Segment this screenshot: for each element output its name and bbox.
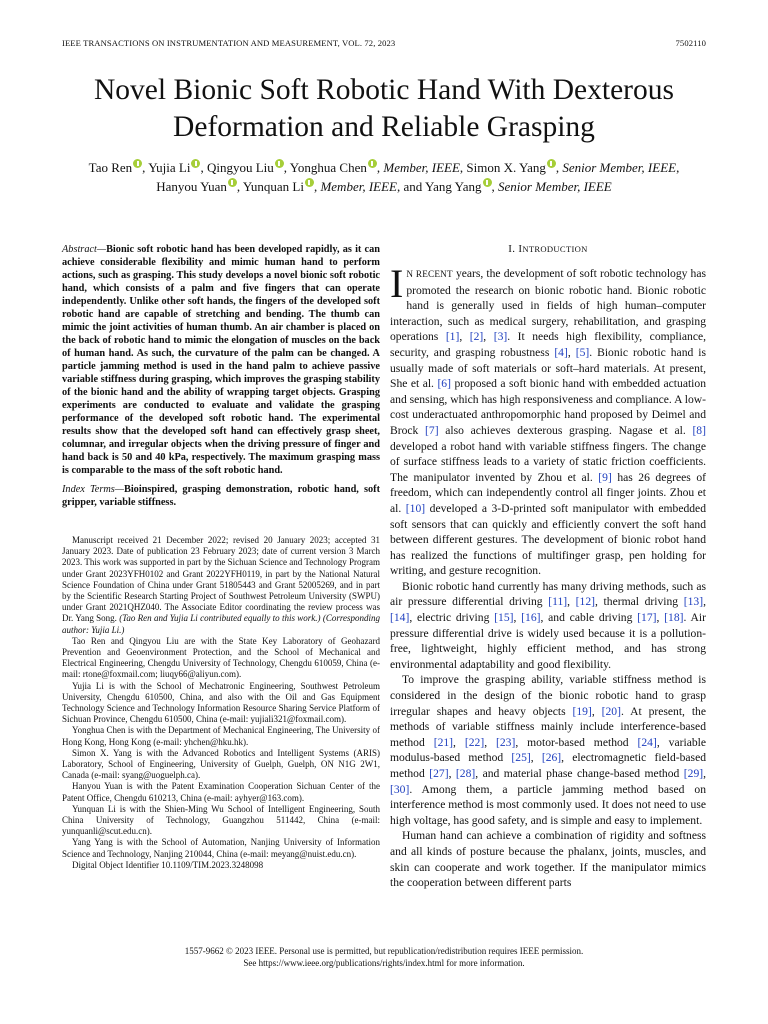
first-page-footnote: [62, 535, 380, 871]
orcid-icon[interactable]: [305, 178, 314, 187]
citation-link[interactable]: [8]: [692, 423, 706, 437]
orcid-icon[interactable]: [483, 178, 492, 187]
citation-link[interactable]: [30]: [390, 782, 410, 796]
left-column: [62, 243, 380, 871]
citation-link[interactable]: [23]: [496, 735, 516, 749]
index-terms-label: Index Terms: [62, 484, 115, 495]
author-role: Senior Member, IEEE: [562, 160, 677, 175]
author-name: Yang Yang: [425, 179, 482, 194]
index-terms: Index Terms—Bioinspired, grasping demonstration, robotic hand, soft gripper, variable stiffness.: [62, 484, 380, 508]
citation-link[interactable]: [5]: [575, 345, 590, 359]
citation-link[interactable]: [20]: [601, 704, 621, 718]
copyright-notice: [60, 946, 708, 969]
introduction-body: [390, 261, 707, 891]
citation-link[interactable]: [6]: [437, 377, 451, 391]
footnote-affiliation: Simon X. Yang is with the Advanced Robotics and Intelligent Systems (ARIS) Laboratory, School of Engineering, University of Guelph, Guelph, ON N1G 2W1, Canada (e-mail: syang@uoguelph.ca).: [62, 747, 380, 781]
citation-link[interactable]: [29]: [683, 767, 704, 780]
citation-link[interactable]: [2]: [469, 330, 484, 344]
orcid-icon[interactable]: [228, 178, 237, 187]
citation-link[interactable]: [7]: [425, 423, 439, 437]
citation-link[interactable]: [13]: [683, 595, 704, 609]
citation-link[interactable]: [26]: [541, 751, 562, 765]
footnote-affiliation: Yujia Li is with the School of Mechatronic Engineering, Southwest Petroleum University, Chengdu 610500, China, and also with the Oil and Gas Equipment Technology Science and Technology Information Resource Sharing Service Platform of Sichuan Province, Chengdu 610500, China (e-mail: yujiali321@foxmail.com).: [62, 680, 380, 725]
citation-link[interactable]: [9]: [598, 470, 612, 484]
section-heading-introduction: I. INTRODUCTION: [508, 243, 588, 255]
footnote-manuscript: Manuscript received 21 December 2022; revised 20 January 2023; accepted 31 January 2023. Date of publication 23 February 2023; date of current version 3 March 2023. This work was supported in part by the Sichuan Science and Technology Program under Grant 2023YFH0102 and Grant 2022YFH0119, in part by the National Natural Science Foundation of China under Grant 51805443 and Grant 52005269, and in part by the Scientific Research Starting Project of Southwest Petroleum University (SWPU) under Grant 2021QHZ040. The Associate Editor coordinating the review process was Dr. Yang Song. (Tao Ren and Yujia Li contributed equally to this work.) (Corresponding author: Yujia Li.): [62, 535, 381, 635]
intro-paragraph: Human hand can achieve a combination of rigidity and softness and all kinds of posture because the phalanx, joints, muscles, and skin can cooperate and work together. If the manipulator mimics the cooperation between different parts: [390, 829, 706, 890]
citation-link[interactable]: [25]: [511, 751, 531, 765]
author-name: Hanyou Yuan: [156, 179, 227, 194]
drop-cap: I: [390, 261, 404, 306]
citation-link[interactable]: [21]: [433, 735, 454, 749]
citation-link[interactable]: [19]: [572, 704, 592, 718]
author-name: Yujia Li: [148, 160, 191, 175]
author-name: Yonghua Chen: [289, 160, 367, 175]
orcid-icon[interactable]: [368, 159, 377, 168]
footnote-affiliation: Tao Ren and Qingyou Liu are with the State Key Laboratory of Geohazard Prevention and Geoenvironment Protection, and the School of Mechanical and Electrical Engineering, Chengdu University of Technology, Chengdu 610059, China (e-mail: rtone@foxmail.com; liuqy66@aliyun.com).: [62, 635, 380, 680]
author-name: Yunquan Li: [242, 179, 304, 194]
citation-link[interactable]: [17]: [637, 611, 657, 625]
abstract-label: Abstract: [62, 244, 97, 255]
author-role: Member, IEEE: [383, 160, 460, 175]
title-line-2: Deformation and Reliable Grasping: [173, 111, 595, 143]
right-column: [390, 243, 706, 891]
author-role: Senior Member, IEEE: [498, 179, 612, 194]
author-line-1: Tao Ren , Yujia Li , Qingyou Liu , Yonghua Chen , Member, IEEE, Simon X. Yang , Senior Member, IEEE,: [88, 160, 680, 175]
citation-link[interactable]: [24]: [637, 735, 657, 749]
author-conjunction: and: [403, 179, 423, 194]
footnote-affiliation: Yang Yang is with the School of Automation, Nanjing University of Information Science and Technology, Nanjing 210044, China (e-mail: meyang@nuist.edu.cn).: [62, 837, 380, 859]
copyright-line-1: 1557-9662 © 2023 IEEE. Personal use is permitted, but republication/redistribution requires IEEE permission.: [184, 946, 584, 956]
author-name: Qingyou Liu: [206, 160, 274, 175]
title-line-1: Novel Bionic Soft Robotic Hand With Dexterous: [93, 74, 674, 106]
footnote-affiliation: Yunquan Li is with the Shien-Ming Wu School of Intelligent Engineering, South China University of Technology, Guangzhou 511442, China (e-mail: yunquanli@scut.edu.cn).: [62, 803, 380, 837]
page-number: 7502110: [675, 38, 706, 48]
citation-link[interactable]: [12]: [575, 595, 595, 609]
citation-link[interactable]: [1]: [445, 330, 460, 344]
index-terms-text: Bioinspired, grasping demonstration, robotic hand, soft gripper, variable stiffness.: [62, 484, 380, 508]
footnote-affiliation: Yonghua Chen is with the Department of Mechanical Engineering, The University of Hong Kong, Hong Kong (e-mail: yhchen@hku.hk).: [62, 725, 380, 747]
author-role: Member, IEEE: [320, 179, 397, 194]
citation-link[interactable]: [3]: [493, 330, 508, 344]
citation-link[interactable]: [10]: [405, 501, 426, 515]
abstract: Abstract—Bionic soft robotic hand has been developed rapidly, as it can achieve considerable flexibility and mimic human hand to perform actions, such as grasping. This study develops a novel bionic soft robotic hand, which consists of a palm and five fingers that can operate independently. Unlike other soft hands, the fingers of the developed soft robotic hand are capable of stretching and bending. The thumb can mimic the joint activities of human thumb. An air chamber is placed on the back of robotic hand to mimic the elongation of muscles on the back of human hand. As such, the curvature of the palm can be changed. A particle jamming method is used in the hand palm to achieve passive variable stiffness during grasping, which improves the grasping stability of the bionic hand and the ability of wrapping target objects. Grasping experiments are conducted to evaluate and validate the grasping performance of the developed soft robotic hand. The experimental results show that the developed soft hand can effectively grasp sheet, columnar, and irregular objects when the driving pressure of finger and hand back is 50 and 40 kPa, respectively. The maximum grasping mass is comparable to the mass of the soft robotic hand.: [62, 244, 380, 476]
citation-link[interactable]: [18]: [664, 611, 684, 625]
intro-paragraph: Bionic robotic hand currently has many driving methods, such as air pressure differential driving [11], [12], thermal driving [13], [14], electric driving [15], [16], and cable driving [17], [18]. Air pressure differential drive is widely used because it is a pollution-free, lightweight, highly efficient method, and has strong environmental adaptability and good flexibility.: [390, 579, 706, 671]
running-header: [62, 38, 706, 52]
citation-link[interactable]: [15]: [494, 611, 514, 625]
intro-paragraph: To improve the grasping ability, variable stiffness method is considered in the design of the bionic robotic hand to grasp irregular shapes and heavy objects [19], [20]. At present, the methods of variable stiffness mainly include interference-based method [21], [22], [23], motor-based method [24], variable modulus-based method [25], [26], electromagnetic field-based method [27], [28], and material phase change-based method [29], [30]. Among them, a particle jamming method based on interference method is most commonly used. It does not need to use high voltage, has good safety, and is simple and easy to implement.: [390, 673, 707, 827]
author-name: Simon X. Yang: [466, 160, 546, 175]
citation-link[interactable]: [16]: [521, 611, 541, 625]
footnote-affiliation: Hanyou Yuan is with the Patent Examination Cooperation Sichuan Center of the Patent Office, Chengdu 610213, China (e-mail: ayhyer@163.com).: [62, 781, 380, 803]
citation-link[interactable]: [22]: [464, 735, 485, 749]
citation-link[interactable]: [11]: [548, 595, 568, 609]
citation-link[interactable]: [27]: [429, 767, 449, 780]
citation-link[interactable]: [14]: [390, 611, 410, 625]
author-list: [60, 158, 708, 196]
orcid-icon[interactable]: [191, 159, 200, 168]
abstract-text: Bionic soft robotic hand has been developed rapidly, as it can achieve considerable flexibility and mimic human hand to perform actions, such as grasping. This study develops a novel bionic soft robotic hand, which consists of a palm and five fingers that can operate independently. Unlike other soft hands, the fingers of the developed soft robotic hand are capable of stretching and bending. The thumb can mimic the joint activities of human thumb. An air chamber is placed on the back of robotic hand to mimic the elongation of muscles on the back of human hand. As such, the curvature of the palm can be changed. A particle jamming method is used in the hand palm to achieve passive variable stiffness during grasping, which improves the grasping stability of the bionic hand and the ability of wrapping target objects. Grasping experiments are conducted to evaluate and validate the grasping performance of the developed soft robotic hand. The experimental results show that the developed soft hand can effectively grasp sheet, columnar, and irregular objects when the driving pressure of finger and hand back is 50 and 40 kPa, respectively. The maximum grasping mass is comparable to the mass of the soft robotic hand.: [62, 244, 380, 476]
journal-name: IEEE TRANSACTIONS ON INSTRUMENTATION AND MEASUREMENT, VOL. 72, 2023: [62, 38, 396, 48]
copyright-line-2: See https://www.ieee.org/publications/rights/index.html for more information.: [243, 957, 525, 968]
paper-title: [40, 72, 728, 146]
intro-paragraph: I N RECENT years, the development of soft robotic technology has promoted the research on bionic robotic hand. Bionic robotic hand is generally used in fields of high human–computer interaction, such as medical surgery, rehabilitation, and grasping operations [1], [2], [3]. It needs high flexibility, compliance, security, and grasping robustness [4], [5]. Bionic robotic hand is usually made of soft materials or soft–hard materials. At present, She et al. [6] proposed a soft bionic hand with embedded actuation and sensing, which has high responsiveness and compliance. A low-cost underactuated anthropomorphic hand proposed by Deimel and Brock [7] also achieves dexterous grasping. Nagase et al. [8] developed a robot hand with variable stiffness fingers. The change of surface stiffness leads to a variety of static friction coefficients. The manipulator invented by Zhou et al. [9] has 26 degrees of freedom, which can independently control all finger joints. Zhou et al. [10] developed a 3-D-printed soft manipulator with embedded soft sensors that can quickly and efficiently convert the soft hand between different gestures. The development of bionic robot hand has realized the functions of multifinger grasp, pen holding for writing, and gesture recognition.: [390, 261, 707, 578]
author-line-2: Hanyou Yuan , Yunquan Li , Member, IEEE, and Yang Yang , Senior Member, IEEE: [156, 179, 612, 194]
citation-link[interactable]: [28]: [455, 767, 476, 780]
author-name: Tao Ren: [88, 160, 133, 175]
orcid-icon[interactable]: [133, 159, 142, 168]
orcid-icon[interactable]: [275, 159, 284, 168]
citation-link[interactable]: [4]: [554, 345, 568, 359]
footnote-doi: Digital Object Identifier 10.1109/TIM.2023.3248098: [72, 859, 264, 870]
orcid-icon[interactable]: [547, 159, 556, 168]
